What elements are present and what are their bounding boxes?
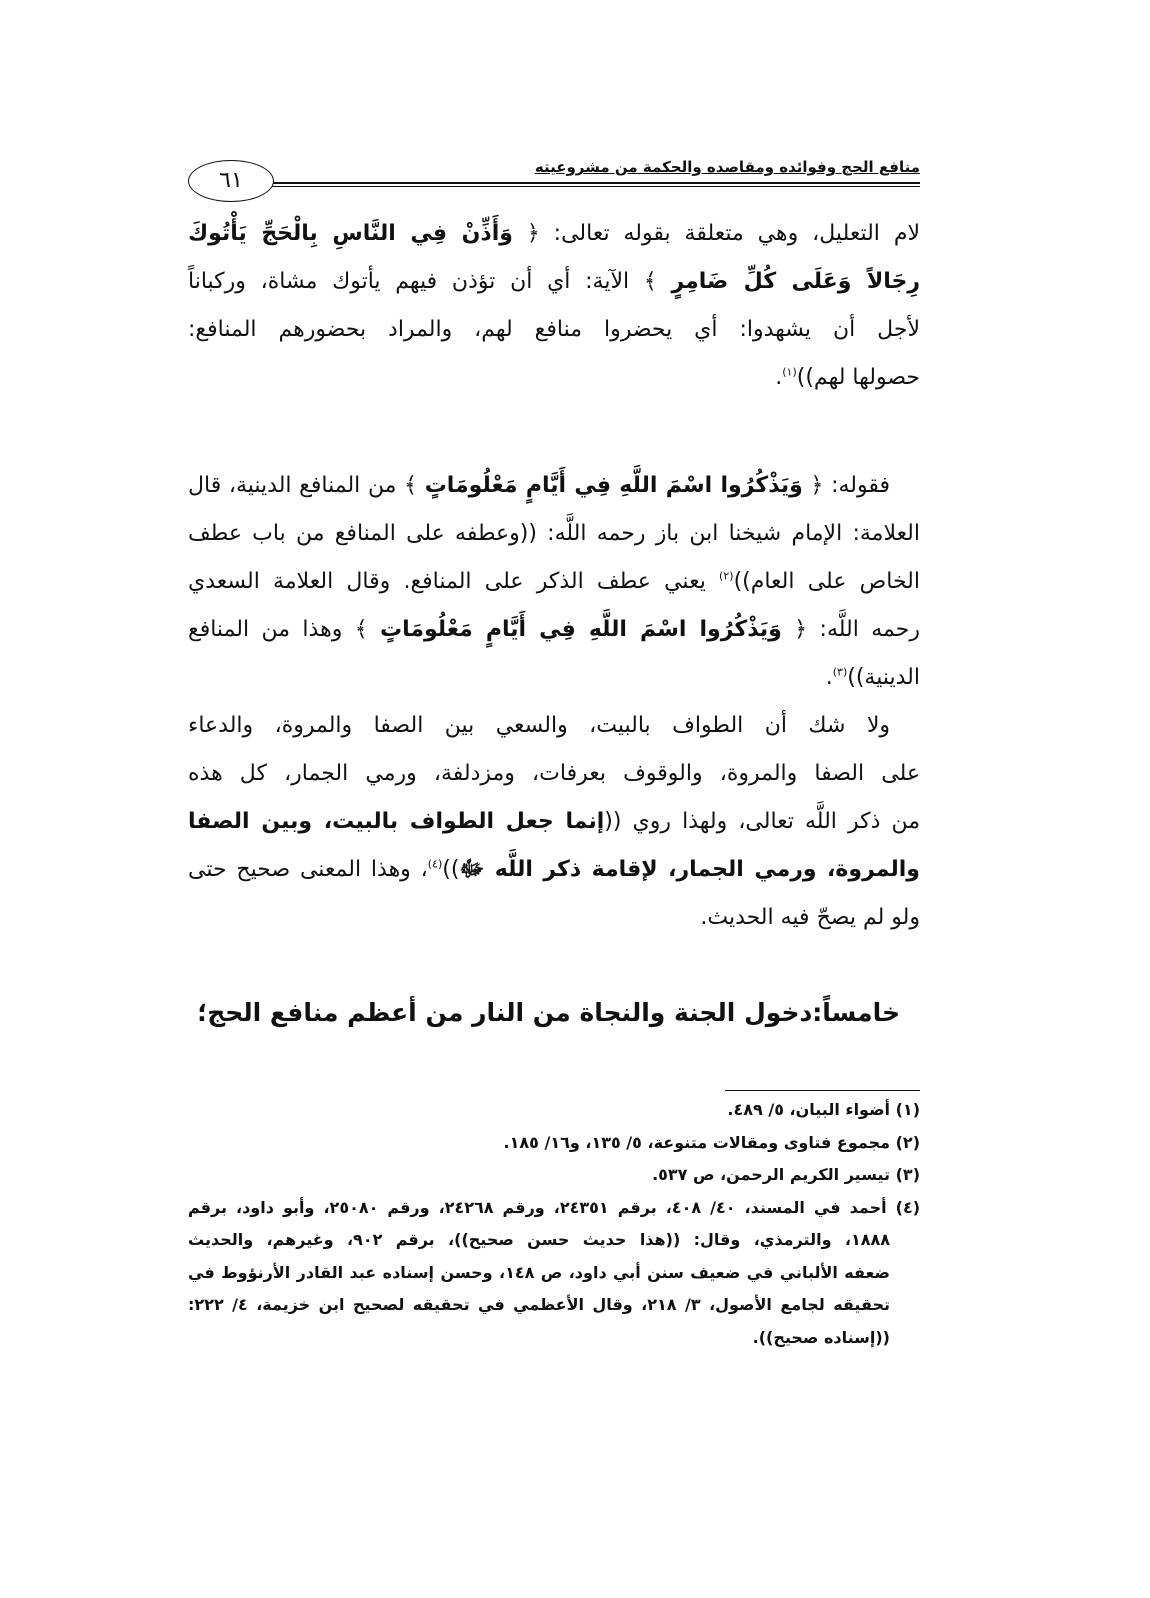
text-line xyxy=(188,606,920,690)
quoted-text: وَيَذْكُرُوا اسْمَ اللَّهِ فِي أَيَّامٍ مَعْلُومَاتٍ xyxy=(424,473,803,498)
quoted-text: وَيَذْكُرُوا اسْمَ اللَّهِ فِي أَيَّامٍ مَعْلُومَاتٍ xyxy=(380,617,782,642)
header-rule xyxy=(268,182,920,187)
quoted-text: رِجَالاً وَعَلَى كُلِّ ضَامِرٍ xyxy=(671,269,921,294)
footnote-line xyxy=(188,1192,920,1225)
text-run: (٢) مجموع فتاوى ومقالات متنوعة، ٥/ ١٣٥، و١٦/ ١٨٥. xyxy=(503,1132,920,1152)
running-header xyxy=(188,152,920,204)
text-line xyxy=(188,894,920,942)
text-run: ﴾ الآية: أي أن تؤذن فيهم يأتوك مشاة، وركباناً xyxy=(188,269,672,294)
footnote-line xyxy=(188,1257,920,1290)
text-run: العلامة: الإمام شيخنا ابن باز رحمه اللَّه: ((وعطفه على المنافع من باب عطف xyxy=(188,521,920,546)
text-run: (١) أضواء البيان، ٥/ ٤٨٩. xyxy=(727,1100,920,1119)
footnote-line xyxy=(188,1159,920,1192)
text-run: ، وهذا المعنى صحيح حتى xyxy=(188,857,428,882)
text-run: الخاص على العام)) xyxy=(733,569,920,594)
quoted-text: إنما جعل الطواف بالبيت، وبين الصفا xyxy=(188,809,605,834)
footnote-line xyxy=(188,1224,920,1257)
footnote-reference: (٤) xyxy=(427,857,443,871)
running-header-title: منافع الحج وفوائده ومقاصده والحكمة من مشروعيته xyxy=(534,158,920,176)
footnote-separator xyxy=(725,1090,920,1091)
page-number: ٦١ xyxy=(188,160,274,202)
footnotes xyxy=(188,1094,920,1354)
text-run: . xyxy=(825,665,833,690)
text-run: ((إسناده صحيح)). xyxy=(752,1327,890,1347)
text-run: حصولها لهم)) xyxy=(796,365,920,390)
text-run: تحقيقه لجامع الأصول، ٣/ ٢١٨، وقال الأعظمي في تحقيقه لصحيح ابن خزيمة، ٤/ ٢٢٢: xyxy=(188,1295,890,1314)
text-run: فقوله: ﴿ xyxy=(802,473,890,498)
footnote-line xyxy=(188,1094,920,1127)
text-line xyxy=(188,462,920,510)
footnote-reference: (٢) xyxy=(719,569,734,583)
text-run: ولا شك أن الطواف بالبيت، والسعي بين الصفا والمروة، والدعاء xyxy=(188,713,890,738)
text-line xyxy=(188,750,920,798)
paragraph xyxy=(188,462,920,690)
text-line xyxy=(188,798,920,846)
quoted-text: وَأَذِّنْ فِي النَّاسِ بِالْحَجِّ يَأْتُوكَ xyxy=(188,221,513,246)
text-run: )) xyxy=(442,857,460,882)
footnote-line xyxy=(188,1289,920,1322)
text-run: ﴾ من المنافع الدينية، قال xyxy=(188,473,425,498)
text-run: (٤) أحمد في المسند، ٤٠/ ٤٠٨، برقم ٢٤٣٥١، ورقم ٢٤٢٦٨، ورقم ٢٥٠٨٠، وأبو داود، برقم xyxy=(188,1197,921,1217)
footnote-reference: (١) xyxy=(782,365,797,379)
text-run: . xyxy=(775,365,783,390)
section-heading: خامساً:دخول الجنة والنجاة من النار من أعظم منافع الحج؛ xyxy=(197,998,900,1027)
text-line xyxy=(188,846,920,894)
text-line xyxy=(188,510,920,558)
text-run: يعني عطف الذكر على المنافع. وقال العلامة السعدي xyxy=(188,569,720,594)
text-run: (٣) تيسير الكريم الرحمن، ص ٥٣٧. xyxy=(652,1165,920,1184)
text-line xyxy=(188,354,920,402)
paragraph xyxy=(188,702,920,942)
text-run: ضعفه الألباني في ضعيف سنن أبي داود، ص ١٤٨، وحسن إسناده عبد القادر الأرنؤوط في xyxy=(188,1262,891,1282)
text-run: ولو لم يصحّ فيه الحديث. xyxy=(700,905,920,930)
text-run: لأجل أن يشهدوا: أي يحضروا منافع لهم، والمراد بحضورهم المنافع: xyxy=(188,317,920,342)
text-line xyxy=(188,306,920,354)
text-line xyxy=(188,210,920,258)
text-run: رحمه اللَّه: ﴿ xyxy=(781,617,920,642)
footnote-reference: (٣) xyxy=(832,665,848,679)
text-run: ١٨٨٨، والترمذي، وقال: ((هذا حديث حسن صحيح))، برقم ٩٠٢، وغيرهم، والحديث xyxy=(188,1230,891,1249)
text-run: ﴾ وهذا من المنافع الدينية)) xyxy=(188,617,920,690)
text-line xyxy=(188,558,920,606)
quoted-text: والمروة، ورمي الجمار، لإقامة ذكر اللَّه ﷻ xyxy=(459,857,920,882)
text-run: من ذكر اللَّه تعالى، ولهذا روي (( xyxy=(604,809,920,834)
text-run: على الصفا والمروة، والوقوف بعرفات، ومزدلفة، ورمي الجمار، كل هذه xyxy=(188,761,920,786)
text-run: لام التعليل، وهي متعلقة بقوله تعالى: ﴿ xyxy=(512,221,921,246)
paragraph xyxy=(188,210,920,402)
text-line xyxy=(188,702,920,750)
text-line xyxy=(188,258,920,306)
footnote-line xyxy=(188,1322,920,1355)
footnote-line xyxy=(188,1127,920,1160)
